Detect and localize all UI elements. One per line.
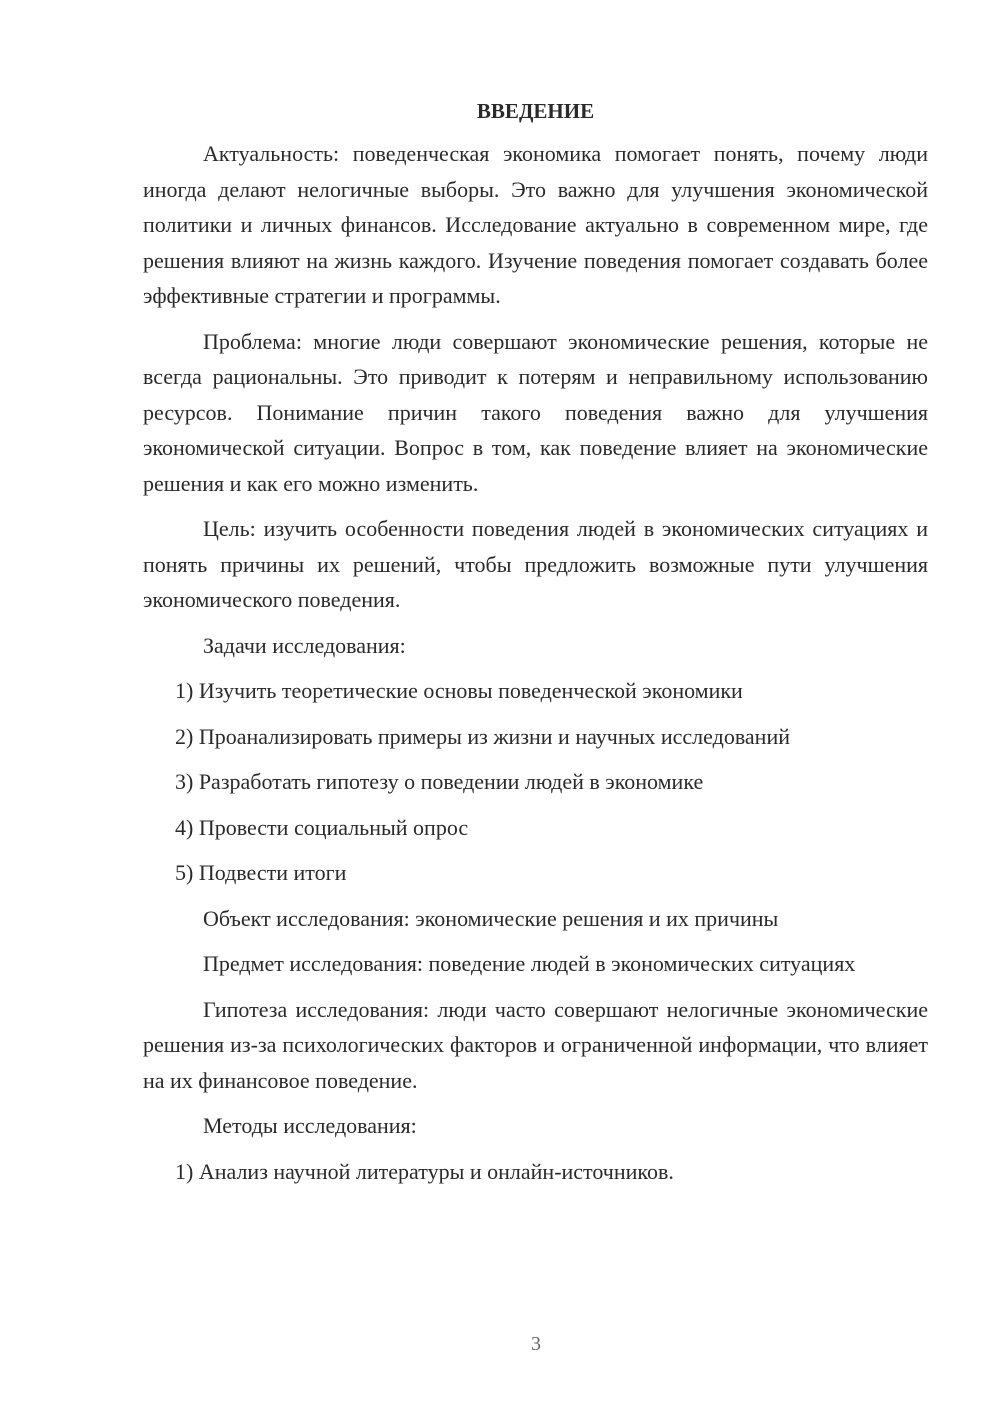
document-page xyxy=(143,96,928,1199)
goal-paragraph: Цель: изучить особенности поведения людей в экономических ситуациях и понять причины их решений, чтобы предложить возможные пути улучшения экономического поведения. xyxy=(143,516,928,612)
subject-paragraph: Предмет исследования: поведение людей в экономических ситуациях xyxy=(203,951,856,976)
section-heading: ВВЕДЕНИЕ xyxy=(476,99,595,123)
list-item: 1) Анализ научной литературы и онлайн-источников. xyxy=(175,1158,674,1184)
methods-title: Методы исследования: xyxy=(203,1113,417,1138)
list-item: 5) Подвести итоги xyxy=(175,860,347,885)
list-item: 3) Разработать гипотезу о поведении людей в экономике xyxy=(175,769,704,794)
list-item: 1) Изучить теоретические основы поведенческой экономики xyxy=(175,678,743,703)
tasks-title: Задачи исследования: xyxy=(203,632,406,658)
list-item: 4) Провести социальный опрос xyxy=(175,814,469,840)
list-item: 2) Проанализировать примеры из жизни и научных исследований xyxy=(175,723,791,749)
object-line: Объект исследования: экономические решения и их причины xyxy=(203,905,779,931)
relevance-paragraph: Актуальность: поведенческая экономика помогает понять, почему люди иногда делают нелогичные выборы. Это важно для улучшения экономической политики и личных финансов. Исследование актуально в современном мире, где решения влияют на жизнь каждого. Изучение поведения помогает создавать более эффективные стратегии и программы. xyxy=(143,141,928,308)
page-number: 3 xyxy=(531,1333,541,1355)
tasks-list xyxy=(143,673,928,891)
methods-list xyxy=(143,1154,928,1190)
problem-paragraph: Проблема: многие люди совершают экономические решения, которые не всегда рациональны. Это приводит к потерям и неправильному использованию ресурсов. Понимание причин такого поведения важно для улучшения экономической ситуации. Вопрос в том, как поведение влияет на экономические решения и как его можно изменить. xyxy=(143,328,928,496)
hypothesis-paragraph: Гипотеза исследования: люди часто совершают нелогичные экономические решения из-за психологических факторов и ограниченной информации, что влияет на их финансовое поведение. xyxy=(143,996,928,1093)
